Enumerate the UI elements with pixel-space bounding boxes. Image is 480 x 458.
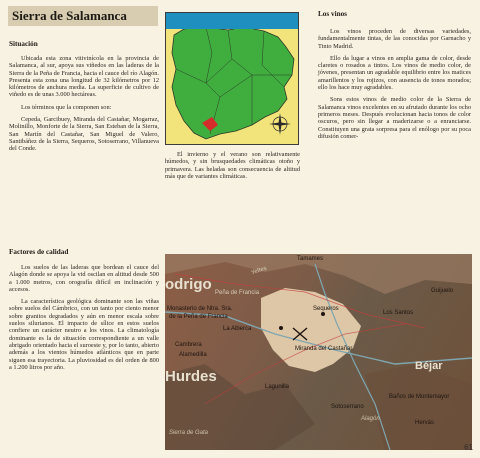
situacion-paragraph-1: Ubicada esta zona vitivinícola en la provincia de Salamanca, al sur, apoya sus viñedos en las laderas de la Sierra de la Peña de Francia, hacia el cauce del río Alagón. Presenta esta zona una longitud de 32 kilómetros por 12 kilómetros de anchura media. La superficie de cultivo de viñedo es de unas 3.000 hectáreas.: [9, 55, 159, 99]
page-number: 61: [464, 443, 473, 452]
map-label: La Alberca: [223, 326, 252, 332]
map-label: Baños de Montemayor: [389, 394, 450, 400]
region-map: [165, 12, 299, 145]
situacion-paragraph-2: Los términos que la componen son:: [21, 103, 112, 111]
map-label: Los Santos: [383, 310, 414, 316]
compass-rose-icon: [268, 112, 292, 136]
page-title: Sierra de Salamanca: [8, 6, 158, 26]
factores-paragraph-1: Los suelos de las laderas que bordean el cauce del Alagón donde se apoya la vid oscilan en altitud desde 500 a 1.000 metros, con orografía difícil en inclinación y accesos.: [9, 264, 159, 293]
factores-section: [9, 248, 159, 371]
map-label: Alagón: [361, 416, 380, 422]
factores-paragraph-2: La característica geológica dominante son las viñas sobre suelos del Cámbrico, con un tanto por ciento menor sobre granitos degradados y aún en menor escala sobre suelos silurianos. El impacto de sílice en estos suelos confiere un carácter neutro a los vinos. La climatología dominante es la de situación correspondiente a un valle abrigado orientado hacia el suroeste y, por lo tanto, abierto además a los vientos húmedos atlánticos que en parte siguen esa trayectoria. La pluviosidad es del orden de 800 a 1.200 litros por año.: [9, 298, 159, 371]
map-label: Monasterio de Ntra. Sra.: [167, 306, 233, 312]
map-label: Béjar: [415, 360, 443, 372]
map-label: Alamedilla: [179, 352, 207, 358]
terrain-map: [165, 254, 472, 450]
clima-section: [165, 151, 300, 180]
situacion-section: [9, 40, 159, 153]
vinos-paragraph-1: Los vinos proceden de diversas variedades, fundamentalmente tintas, de las conocidas por Garnacho y Tinto Madrid.: [318, 28, 471, 50]
vinos-paragraph-3: Sons estos vinos de medio color de la Sierra de Salamanca vinos excelentes en su afrutado durante los ocho primeros meses. Después evolucionan hacia tonos de color oscuros, pero sin llegar a maderizarse o a enranciarse. Constituyen una grata sorpresa para el enólogo por su poca difusión comer-: [318, 96, 471, 140]
map-label: Miranda del Castañar: [295, 346, 353, 352]
vinos-paragraph-2: Ello da lugar a vinos en amplia gama de color, desde claretes o rosados a tintos. Los vinos de medio color, de jóvenes, presentan un agradable equilibrio entre los matices amarillentos y los rojizos, con ausencia de tonos morados; ello los hace muy agradables.: [318, 54, 471, 92]
map-label: Sierra de Gata: [169, 430, 209, 436]
vinos-section: [318, 10, 471, 140]
map-label: Sequeros: [313, 306, 339, 312]
map-label: de la Peña de Francia: [169, 314, 228, 320]
map-label: Cambrera: [175, 342, 202, 348]
map-label: Guijuelo: [431, 288, 454, 294]
factores-heading: Factores de calidad: [9, 248, 69, 256]
map-label: Yeltes: [250, 265, 268, 277]
situacion-paragraph-3: Cepeda, Garcibuey, Miranda del Castañar, Mogarraz, Molinillo, Monforte de la Sierra, San Esteban de la Sierra, San Martín del Castañar, San Miguel de Valero, Santibáñez de la Sierra, Sequeros, Sotoserrano, Villanueva del Conde.: [9, 116, 159, 153]
map-label: Lagunilla: [265, 384, 290, 390]
map-label: Hervás: [415, 420, 435, 426]
sea-area: [166, 13, 299, 29]
vinos-heading: Los vinos: [318, 10, 347, 18]
map-label: odrigo: [165, 276, 212, 293]
map-label: Sotoserrano: [331, 404, 364, 410]
clima-paragraph: El invierno y el verano son relativamente húmedos, y sin brusquedades climáticas otoño y primavera. Las heladas son consecuencia de altitud más que de variantes climáticas.: [165, 151, 300, 180]
map-label: Tamames: [297, 256, 324, 262]
situacion-heading: Situación: [9, 40, 38, 48]
map-label: Peña de Francia: [215, 290, 260, 296]
map-label: Hurdes: [165, 368, 217, 385]
